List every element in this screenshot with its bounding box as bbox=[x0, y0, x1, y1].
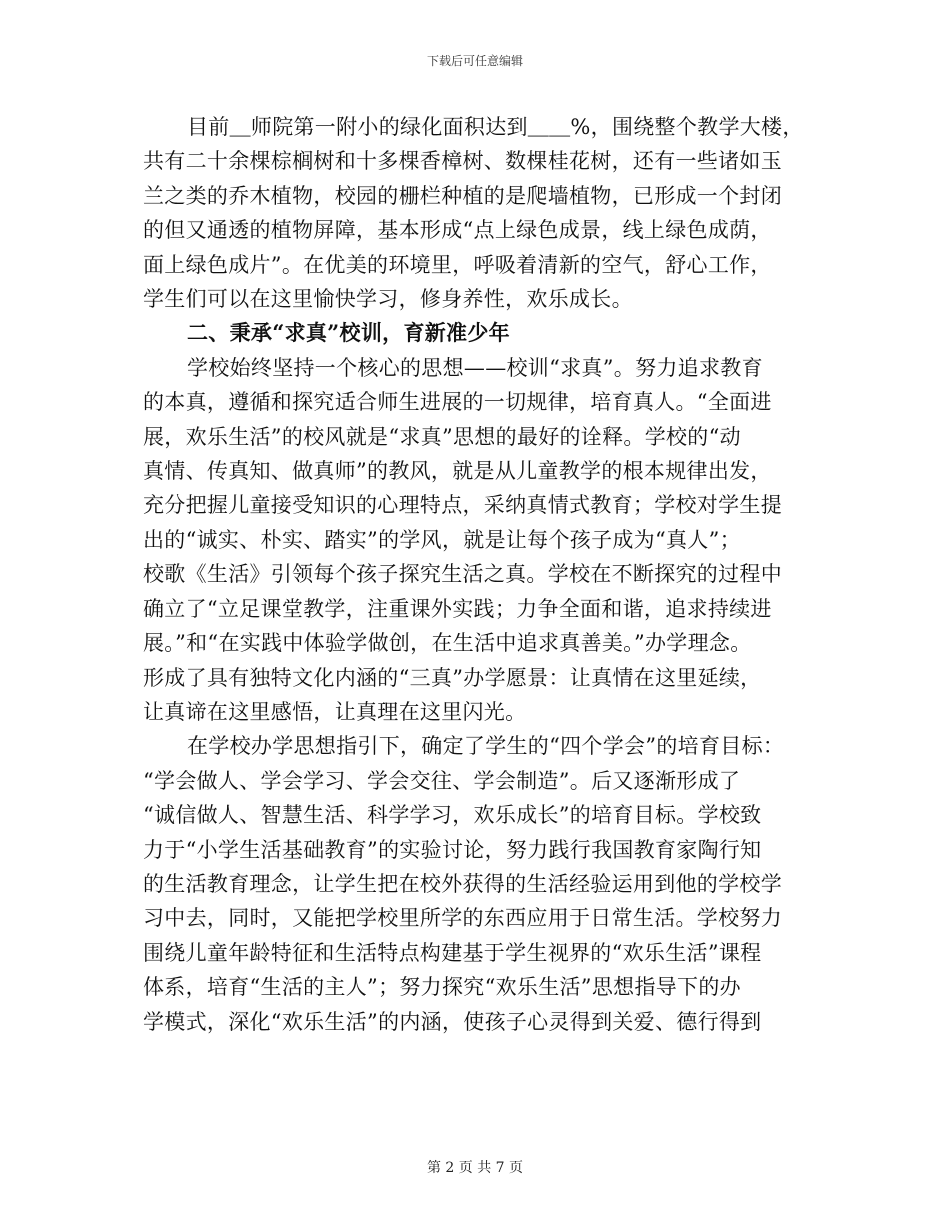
paragraph-line: 在学校办学思想指引下，确定了学生的“四个学会”的培育目标： bbox=[187, 734, 785, 759]
paragraph-line: “学会做人、学会学习、学会交往、学会制造”。后又逐渐形成了 bbox=[143, 768, 741, 793]
paragraph-line: 共有二十余棵棕榈树和十多棵香樟树、数棵桂花树，还有一些诸如玉 bbox=[143, 149, 782, 174]
paragraph-line: 的本真，遵循和探究适合师生进展的一切规律，培育真人。“全面进 bbox=[143, 390, 772, 415]
page-header-note: 下载后可任意编辑 bbox=[426, 54, 523, 68]
paragraph-line: 学模式，深化“欢乐生活”的内涵，使孩子心灵得到关爱、德行得到 bbox=[143, 1009, 762, 1034]
paragraph-line: 真情、传真知、做真师”的教风，就是从儿童教学的根本规律出发， bbox=[143, 459, 772, 484]
paragraph-line: 力于“小学生活基础教育”的实验讨论，努力践行我国教育家陶行知 bbox=[143, 837, 762, 862]
paragraph-line: 的但又通透的植物屏障，基本形成“点上绿色成景，线上绿色成荫， bbox=[143, 218, 772, 243]
paragraph-line: 出的“诚实、朴实、踏实”的学风，就是让每个孩子成为“真人”； bbox=[143, 527, 741, 552]
paragraph-line: 形成了具有独特文化内涵的“三真”办学愿景：让真情在这里延续， bbox=[143, 665, 762, 690]
paragraph-line: 的生活教育理念，让学生把在校外获得的生活经验运用到他的学校学 bbox=[143, 871, 782, 896]
paragraph-line: “诚信做人、智慧生活、科学学习，欢乐成长”的培育目标。学校致 bbox=[143, 803, 762, 828]
paragraph-line: 习中去，同时，又能把学校里所学的东西应用于日常生活。学校努力 bbox=[143, 906, 782, 931]
paragraph-line: 展，欢乐生活”的校风就是“求真”思想的最好的诠释。学校的“动 bbox=[143, 424, 741, 449]
section-heading: 二、秉承“求真”校训，育新准少年 bbox=[187, 320, 510, 346]
paragraph-line: 目前＿师院第一附小的绿化面积达到＿＿%，围绕整个教学大楼， bbox=[187, 115, 804, 139]
paragraph-line: 展。”和“在实践中体验学做创，在生活中追求真善美。”办学理念。 bbox=[143, 631, 752, 656]
paragraph-line: 围绕儿童年龄特征和生活特点构建基于学生视界的“欢乐生活”课程 bbox=[143, 940, 762, 965]
document-body bbox=[143, 110, 803, 1039]
paragraph-line: 让真谛在这里感悟，让真理在这里闪光。 bbox=[143, 699, 527, 724]
paragraph-line: 体系，培育“生活的主人”；努力探究“欢乐生活”思想指导下的办 bbox=[143, 975, 741, 1000]
paragraph-line: 面上绿色成片”。在优美的环境里，呼吸着清新的空气，舒心工作， bbox=[143, 252, 772, 277]
paragraph-line: 学校始终坚持一个核心的思想——校训“求真”。努力追求教育 bbox=[187, 355, 763, 380]
paragraph-line: 兰之类的乔木植物，校园的栅栏种植的是爬墙植物，已形成一个封闭 bbox=[143, 183, 782, 208]
paragraph-line: 充分把握儿童接受知识的心理特点，采纳真情式教育；学校对学生提 bbox=[143, 493, 782, 518]
paragraph-line: 校歌《生活》引领每个孩子探究生活之真。学校在不断探究的过程中 bbox=[143, 562, 782, 587]
paragraph-line: 学生们可以在这里愉快学习，修身养性，欢乐成长。 bbox=[143, 287, 633, 312]
page-number-footer: 第 2 页 共 7 页 bbox=[426, 1160, 524, 1176]
paragraph-line: 确立了“立足课堂教学，注重课外实践；力争全面和谐，追求持续进 bbox=[143, 596, 772, 621]
